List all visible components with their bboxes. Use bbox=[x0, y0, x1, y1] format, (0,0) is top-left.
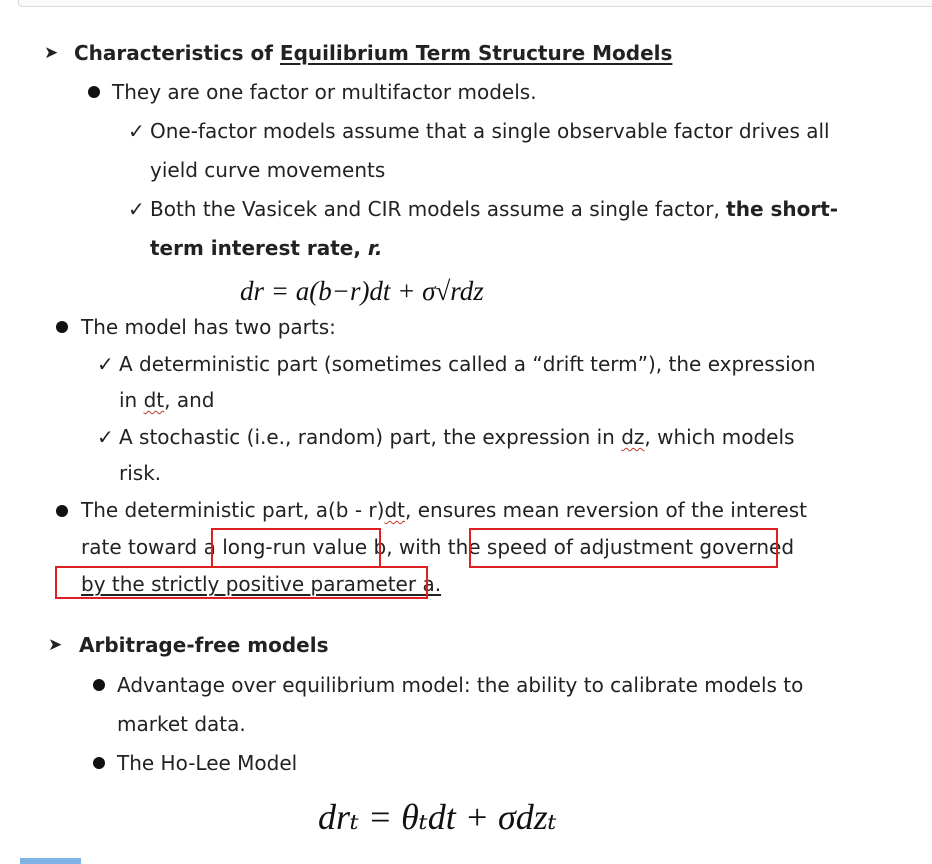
equilibrium-models-link[interactable]: Equilibrium Term Structure Models bbox=[279, 41, 673, 65]
and-text: , and bbox=[164, 388, 215, 412]
section-heading-arbitrage-free: Arbitrage-free models bbox=[79, 633, 329, 657]
ho-lee-formula-text: drₜ = θₜdt + σdzₜ bbox=[318, 797, 557, 837]
check-deterministic-line2 bbox=[119, 387, 214, 413]
bullet-advantage-line2: market data. bbox=[117, 712, 246, 736]
bullet-deterministic-line1 bbox=[81, 497, 807, 523]
bullet-dot-icon bbox=[56, 321, 68, 333]
r-variable: r. bbox=[367, 236, 383, 260]
speed-adjustment-text: speed of adjustment governed bbox=[486, 535, 795, 559]
heading-prefix: Characteristics of bbox=[74, 41, 280, 65]
dt-term: dt bbox=[143, 388, 165, 412]
check-stochastic-line2: risk. bbox=[119, 461, 162, 485]
check-deterministic-line1: A deterministic part (sometimes called a “drift term”), the expression bbox=[119, 352, 816, 376]
rate-toward-text: rate toward a bbox=[81, 535, 223, 559]
arrow-bullet-icon: ➤ bbox=[48, 635, 63, 655]
bullet-dot-icon bbox=[93, 679, 105, 691]
check-vasicek-cir-line2 bbox=[150, 235, 383, 261]
arrow-bullet-icon: ➤ bbox=[44, 43, 59, 63]
dz-term: dz bbox=[621, 425, 645, 449]
check-one-factor-line2: yield curve movements bbox=[150, 158, 386, 182]
mean-reversion-text: , ensures mean reversion of the interest bbox=[405, 498, 807, 522]
checkmark-icon: ✓ bbox=[128, 197, 145, 221]
with-the-text: with the bbox=[392, 535, 487, 559]
check-one-factor-line1: One-factor models assume that a single observable factor drives all bbox=[150, 119, 830, 143]
dt-term: dt bbox=[384, 498, 406, 522]
section-heading-equilibrium bbox=[74, 40, 672, 66]
bullet-dot-icon bbox=[93, 757, 105, 769]
bullet-two-parts: The model has two parts: bbox=[81, 315, 336, 339]
check-vasicek-text: Both the Vasicek and CIR models assume a single factor, bbox=[150, 197, 727, 221]
bullet-ho-lee: The Ho-Lee Model bbox=[117, 751, 298, 775]
highlight-box-speed bbox=[469, 528, 778, 568]
checkmark-icon: ✓ bbox=[97, 352, 114, 376]
interest-rate-bold: term interest rate, bbox=[150, 236, 368, 260]
ho-lee-formula bbox=[318, 796, 557, 838]
checkmark-icon: ✓ bbox=[97, 425, 114, 449]
check-vasicek-cir-line1 bbox=[150, 196, 838, 222]
bullet-dot-icon bbox=[88, 86, 100, 98]
checkmark-icon: ✓ bbox=[128, 119, 145, 143]
bullet-factor-models: They are one factor or multifactor models. bbox=[112, 80, 537, 104]
stochastic-text: A stochastic (i.e., random) part, the expression in bbox=[119, 425, 622, 449]
check-stochastic-line1 bbox=[119, 424, 794, 450]
top-toolbar-edge bbox=[18, 0, 932, 7]
bullet-dot-icon bbox=[56, 505, 68, 517]
bullet-advantage-line1: Advantage over equilibrium model: the ability to calibrate models to bbox=[117, 673, 804, 697]
vasicek-cir-formula bbox=[240, 276, 484, 307]
bottom-scroll-tab[interactable] bbox=[20, 858, 81, 864]
which-models-text: , which models bbox=[644, 425, 795, 449]
in-text: in bbox=[119, 388, 144, 412]
formula-text: dr = a(b−r)dt + σ√rdz bbox=[240, 276, 484, 306]
highlight-box-parameter bbox=[55, 566, 428, 599]
long-run-value-text: long-run value b, bbox=[222, 535, 393, 559]
deterministic-text: The deterministic part, a(b - r) bbox=[81, 498, 385, 522]
short-term-bold: the short- bbox=[726, 197, 839, 221]
bullet-deterministic-line3: by the strictly positive parameter a. bbox=[81, 572, 442, 596]
highlight-box-long-run bbox=[211, 528, 381, 568]
